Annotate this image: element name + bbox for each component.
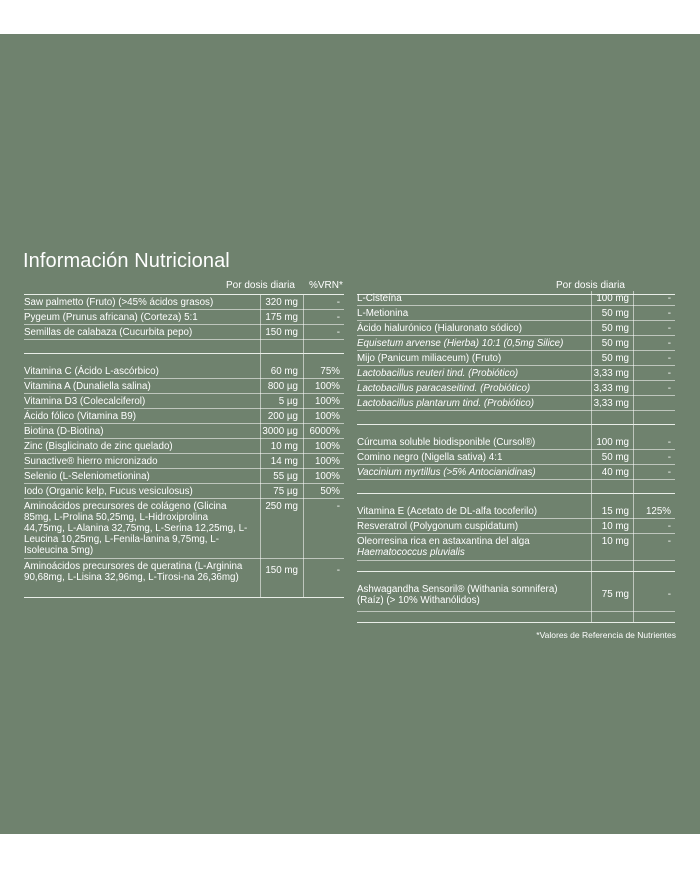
table-row: Ácido hialurónico (Hialuronato sódico) 50 mg -: [357, 321, 675, 336]
nutrition-panel: [0, 34, 700, 834]
ingredient-group: [24, 295, 344, 354]
table-row: L-Metionina 50 mg -: [357, 306, 675, 321]
footnote: *Valores de Referencia de Nutrientes: [536, 630, 676, 640]
vrn-column-header: %VRN*: [309, 280, 343, 291]
ingredient-group: [357, 572, 675, 623]
table-row: Iodo (Organic kelp, Fucus vesiculosus) 75 µg 50%: [24, 484, 344, 499]
table-row: Cúrcuma soluble biodisponible (Cursol®) 100 mg -: [357, 435, 675, 450]
table-row: Equisetum arvense (Hierba) 10:1 (0,5mg Silice) 50 mg -: [357, 336, 675, 351]
table-row: Comino negro (Nigella sativa) 4:1 50 mg -: [357, 450, 675, 465]
table-row: Ashwagandha Sensoril® (Withania somnifera) (Raíz) (> 10% Withanólidos) 75 mg -: [357, 582, 675, 612]
table-row: L-Cisteína 100 mg -: [357, 291, 675, 306]
left-nutrition-table: [24, 278, 344, 598]
table-row: Pygeum (Prunus africana) (Corteza) 5:1 175 mg -: [24, 310, 344, 325]
table-row: Lactobacillus reuteri tind. (Probiótico) 3,33 mg -: [357, 366, 675, 381]
table-row: Aminoácidos precursores de queratina (L-Arginina 90,68mg, L-Lisina 32,96mg, L-Tirosi-na 26,36mg) 150 mg -: [24, 561, 340, 583]
table-row: Vitamina E (Acetato de DL-alfa tocoferilo) 15 mg 125%: [357, 504, 675, 519]
table-row: Sunactive® hierro micronizado 14 mg 100%: [24, 454, 344, 469]
table-row: Zinc (Bisglicinato de zinc quelado) 10 mg 100%: [24, 439, 344, 454]
right-nutrition-table: [357, 278, 675, 623]
table-row: Semillas de calabaza (Cucurbita pepo) 150 mg -: [24, 325, 344, 340]
ingredient-group: [357, 291, 675, 425]
table-row: Vitamina D3 (Colecalciferol) 5 µg 100%: [24, 394, 344, 409]
ingredient-group: [24, 354, 344, 598]
dose-column-header: Por dosis diaria: [226, 280, 295, 291]
table-row: Saw palmetto (Fruto) (>45% ácidos grasos) 320 mg -: [24, 295, 344, 310]
page-title: Información Nutricional: [23, 250, 230, 272]
table-row: Selenio (L-Seleniometionina) 55 µg 100%: [24, 469, 344, 484]
table-row: Lactobacillus paracaseitind. (Probiótico) 3,33 mg -: [357, 381, 675, 396]
table-header: [24, 278, 344, 295]
table-row: Aminoácidos precursores de colágeno (Glicina 85mg, L-Prolina 50,25mg, L-Hidroxiprolina 44,75mg, L-Alanina 32,75mg, L-Serina 12,25mg, L-Leucina 10,25mg, L-Fenila-lanina 9,75mg, L-Isoleucina 5mg) 250 mg -: [24, 499, 344, 559]
table-row: Vitamina C (Ácido L-ascórbico) 60 mg 75%: [24, 364, 344, 379]
table-row: Oleorresina rica en astaxantina del alga Haematococcus pluvialis 10 mg -: [357, 534, 675, 561]
ingredient-group: [357, 494, 675, 572]
table-row: Biotina (D-Biotina) 3000 µg 6000%: [24, 424, 344, 439]
table-row: Lactobacillus plantarum tind. (Probiótico) 3,33 mg: [357, 396, 675, 411]
ingredient-group: [357, 425, 675, 494]
table-row: Vitamina A (Dunaliella salina) 800 µg 100%: [24, 379, 344, 394]
table-row: Vaccinium myrtillus (>5% Antocianidinas) 40 mg -: [357, 465, 675, 480]
dose-column-header: Por dosis diaria: [556, 280, 625, 291]
table-row: Resveratrol (Polygonum cuspidatum) 10 mg -: [357, 519, 675, 534]
table-row: Ácido fólico (Vitamina B9) 200 µg 100%: [24, 409, 344, 424]
table-row: Mijo (Panicum miliaceum) (Fruto) 50 mg -: [357, 351, 675, 366]
